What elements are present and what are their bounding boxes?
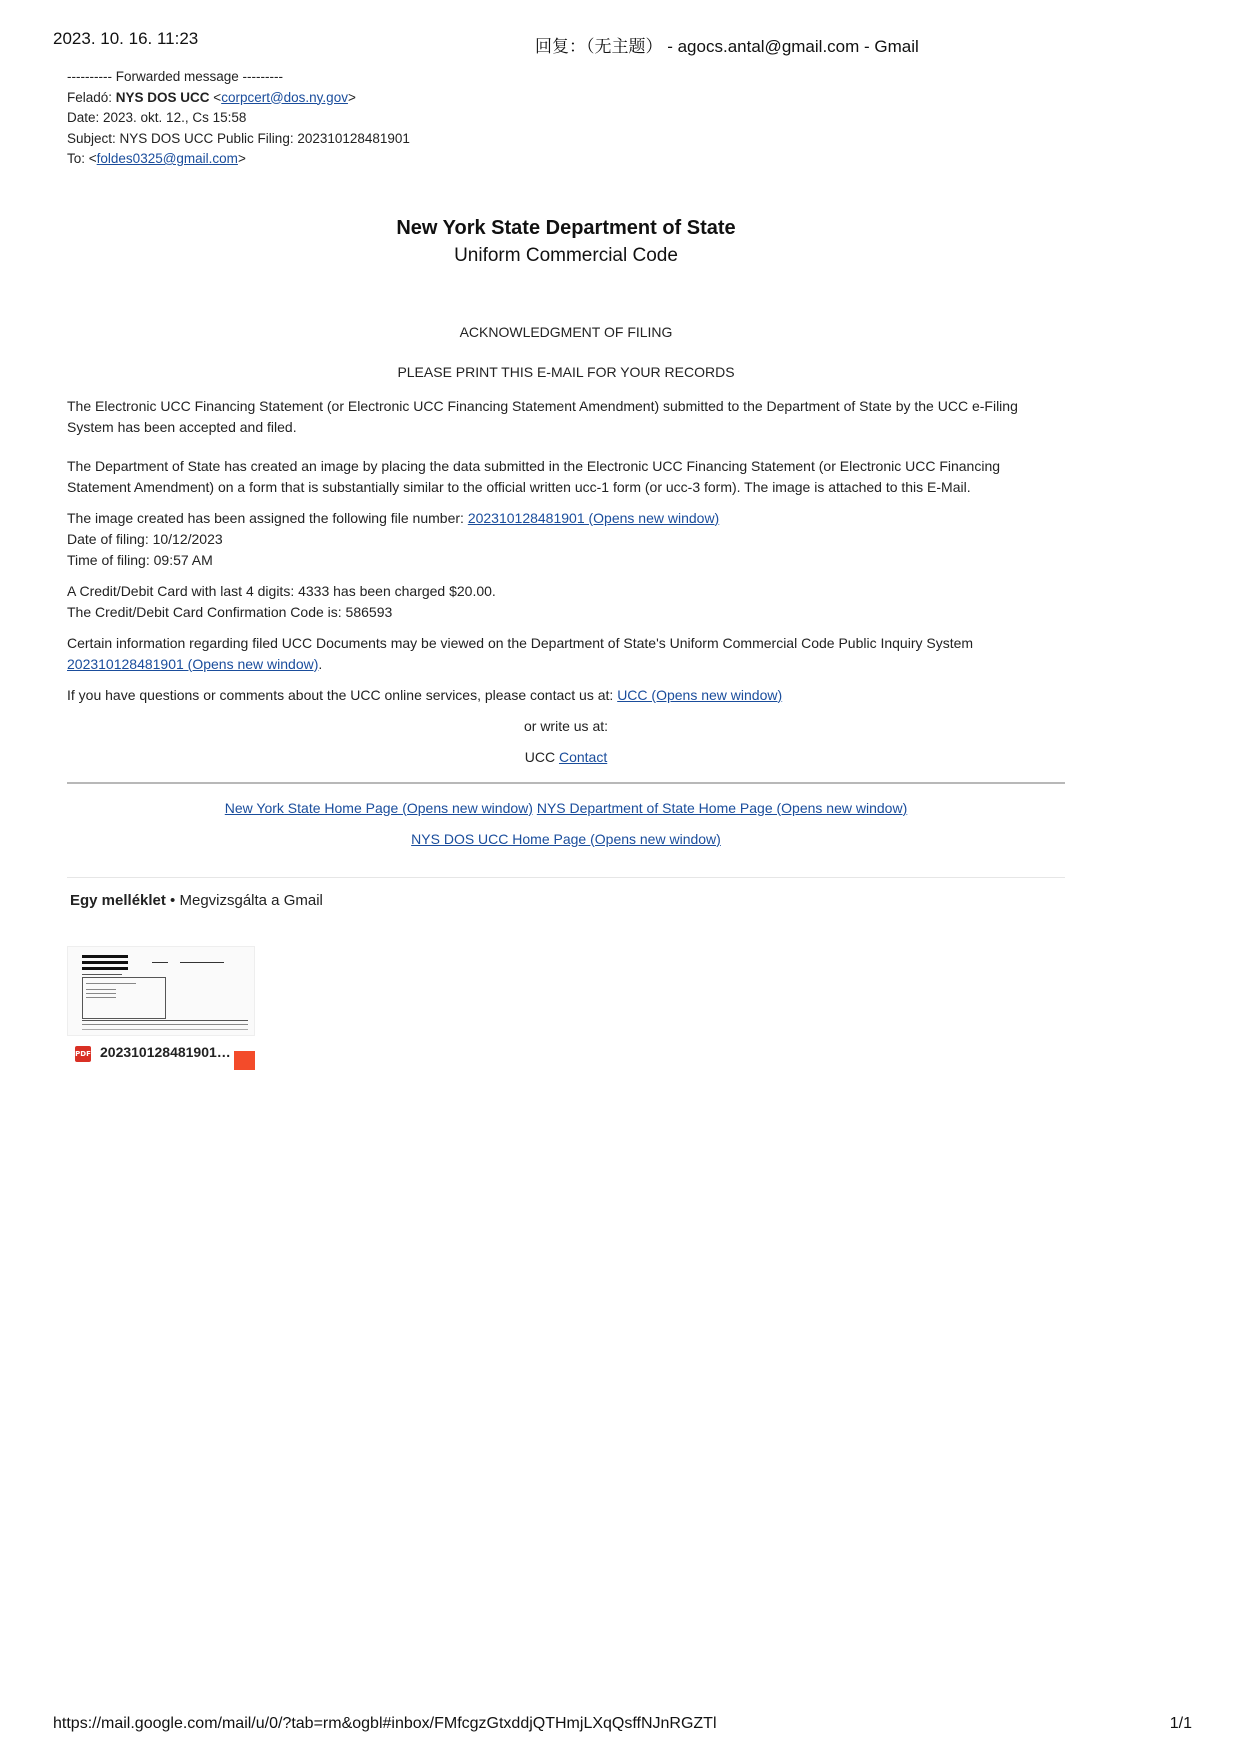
- print-page-title: 回复：（无主题） - agocs.antal@gmail.com - Gmail: [535, 37, 919, 56]
- forward-date: Date: 2023. okt. 12., Cs 15:58: [67, 110, 247, 125]
- questions-paragraph: [67, 685, 1065, 706]
- inquiry-link[interactable]: 202310128481901 (Opens new window): [67, 655, 319, 672]
- to-label: To: <: [67, 151, 97, 166]
- card-charge: A Credit/Debit Card with last 4 digits: 4333 has been charged $20.00.: [67, 582, 496, 599]
- inquiry-text: Certain information regarding filed UCC Documents may be viewed on the Department of State's Uniform Commercial Code Public Inquiry System: [67, 634, 974, 651]
- accepted-paragraph: The Electronic UCC Financing Statement (or Electronic UCC Financing Statement Amendment) submitted to the Department of State by the UCC e-Filing System has been accepted and filed.: [67, 397, 1018, 435]
- attachment-count: Egy melléklet: [70, 891, 166, 909]
- pdf-file-icon: PDF: [75, 1046, 91, 1062]
- contact-link[interactable]: Contact: [558, 748, 608, 765]
- attachment-file-name[interactable]: 202310128481901…: [100, 1044, 231, 1060]
- to-email-link[interactable]: foldes0325@gmail.com: [96, 151, 238, 166]
- footer-links-row: [67, 798, 1065, 819]
- ucc-label: UCC: [524, 748, 559, 765]
- ucc-home-link[interactable]: NYS DOS UCC Home Page (Opens new window): [411, 830, 721, 847]
- email-body: [67, 67, 1065, 911]
- forward-subject: Subject: NYS DOS UCC Public Filing: 202310128481901: [67, 130, 410, 146]
- image-paragraph: The Department of State has created an image by placing the data submitted in the Electronic UCC Financing Statement (or Electronic UCC Financing Statement Amendment) on a form that is substantially similar to the official written ucc-1 form (or ucc-3 form). The image is attached to this E-Mail.: [67, 457, 1001, 495]
- print-datetime: 2023. 10. 16. 11:23: [53, 29, 199, 48]
- from-label: Feladó:: [67, 89, 116, 105]
- file-number-line: [67, 508, 1065, 529]
- footer-rule: [67, 782, 1065, 784]
- footer-links-row-2: [67, 829, 1065, 850]
- nys-home-link[interactable]: New York State Home Page (Opens new window): [224, 799, 533, 816]
- print-url: https://mail.google.com/mail/u/0/?tab=rm&ogbl#inbox/FMfcgzGtxddjQTHmjLXqQsffNJnRGZTl: [53, 1715, 717, 1732]
- scanned-note: • Megvizsgálta a Gmail: [165, 891, 323, 909]
- attachments-divider: [67, 877, 1065, 878]
- inquiry-paragraph: Certain information regarding filed UCC Documents may be viewed on the Department of State's Uniform Commercial Code Public Inquiry System 202310128481901 (Opens new window).: [67, 634, 974, 672]
- dept-subtitle: Uniform Commercial Code: [454, 244, 678, 266]
- date-of-filing: Date of filing: 10/12/2023: [67, 530, 223, 547]
- forward-divider: ---------- Forwarded message ---------: [67, 69, 283, 84]
- file-number-label: The image created has been assigned the following file number:: [67, 509, 468, 526]
- attachment-thumbnail: [67, 946, 255, 1036]
- attachments-heading: [67, 890, 1065, 911]
- from-name: NYS DOS UCC: [115, 89, 210, 105]
- card-confirmation: The Credit/Debit Card Confirmation Code is: 586593: [67, 603, 393, 620]
- time-of-filing: Time of filing: 09:57 AM: [67, 551, 213, 568]
- page-number: 1/1: [1169, 1715, 1192, 1732]
- questions-text: If you have questions or comments about the UCC online services, please contact us at:: [67, 686, 618, 703]
- ack-heading: ACKNOWLEDGMENT OF FILING: [459, 323, 673, 340]
- from-email-link[interactable]: corpcert@dos.ny.gov: [221, 89, 348, 105]
- attachment-card[interactable]: [67, 946, 255, 1070]
- ucc-contact-line: [67, 747, 1065, 768]
- ucc-contact-link[interactable]: UCC (Opens new window): [617, 686, 783, 703]
- print-notice: PLEASE PRINT THIS E-MAIL FOR YOUR RECORDS: [397, 363, 735, 380]
- write-us: or write us at:: [523, 717, 609, 734]
- red-square-icon: [234, 1051, 255, 1070]
- dept-title: New York State Department of State: [396, 216, 736, 239]
- forward-to: To: <foldes0325@gmail.com>: [67, 151, 246, 166]
- dos-home-link[interactable]: NYS Department of State Home Page (Opens new window): [536, 799, 908, 816]
- file-number-link[interactable]: 202310128481901 (Opens new window): [467, 509, 720, 526]
- forward-from: Feladó: NYS DOS UCC <corpcert@dos.ny.gov>: [67, 89, 356, 105]
